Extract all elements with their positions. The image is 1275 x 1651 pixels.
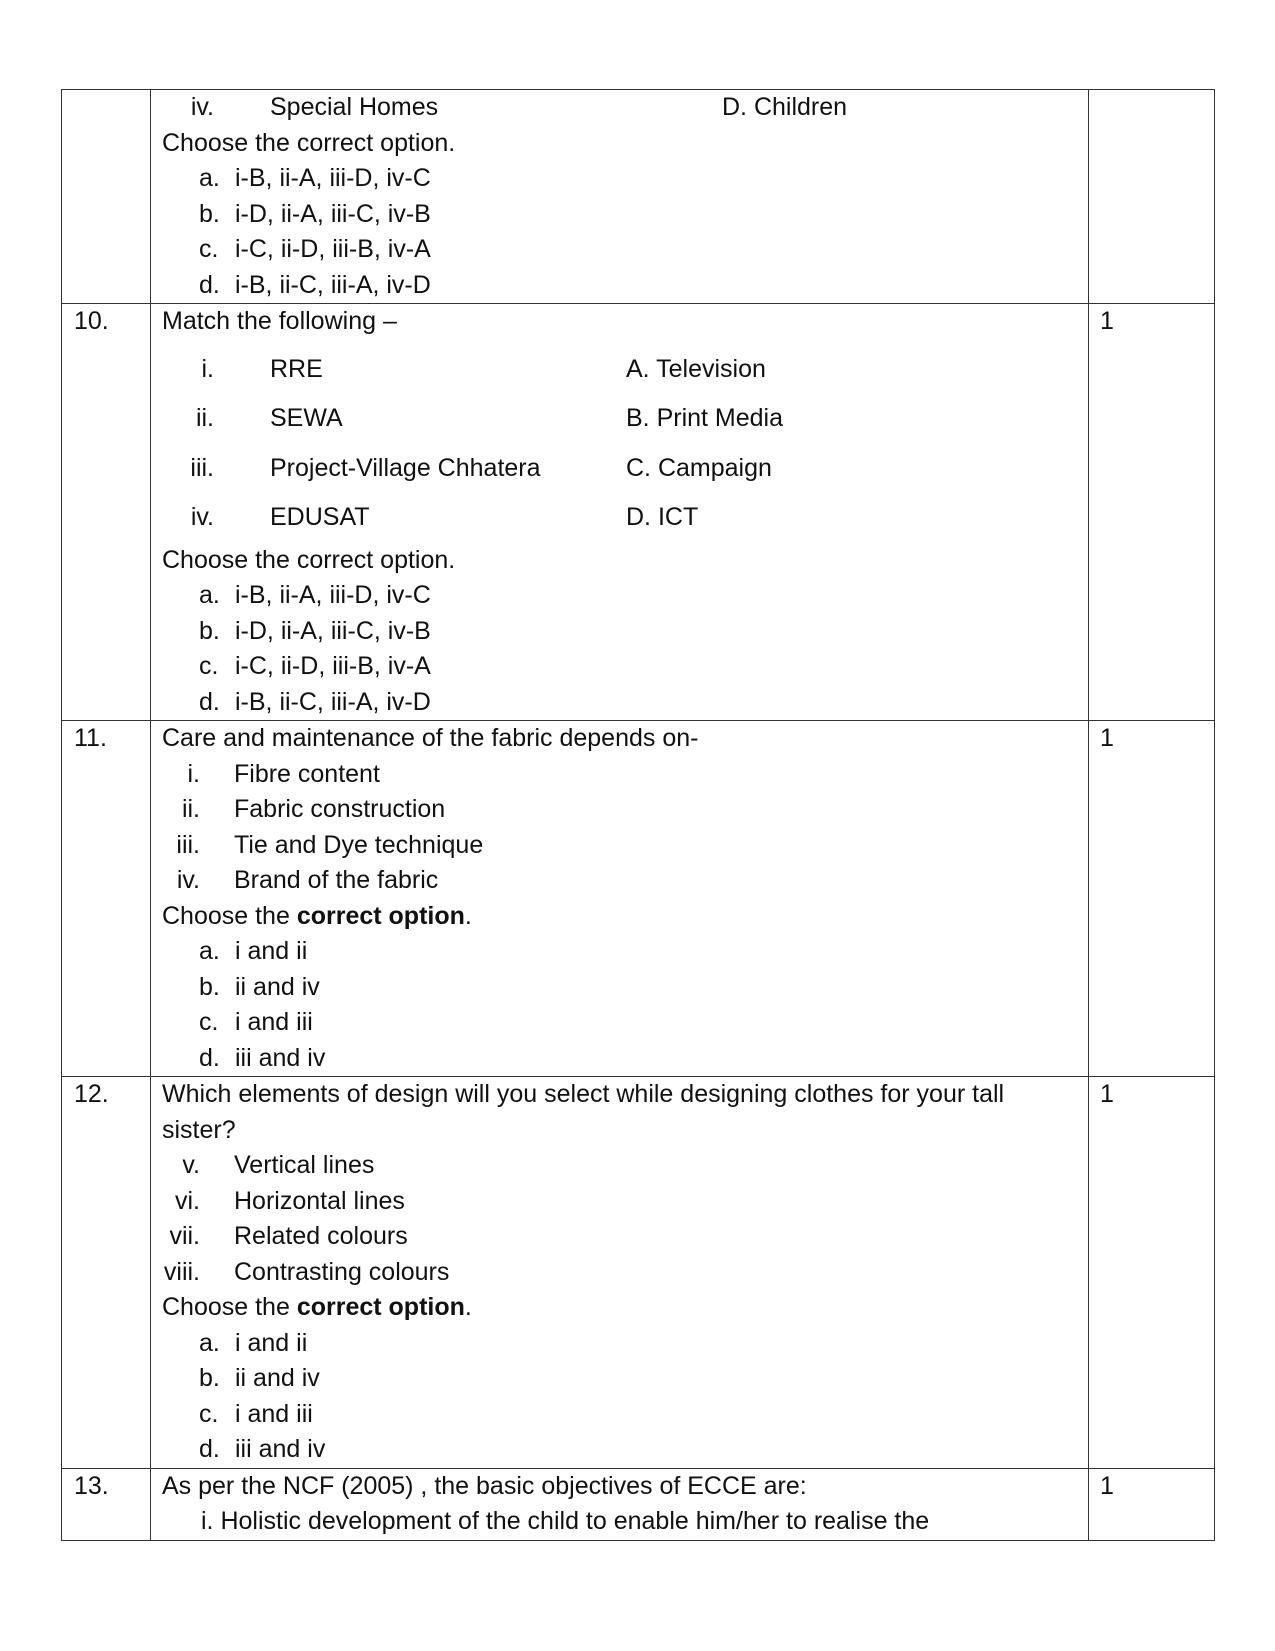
question-number-cell: 10. [62, 304, 151, 721]
question-text: Care and maintenance of the fabric depends on- [162, 724, 699, 752]
match-answer: D. Children [722, 93, 848, 121]
marks-cell: 1 [1089, 1468, 1215, 1540]
option-b: b. ii and iv [199, 972, 320, 1001]
question-body-cell [151, 721, 1089, 1077]
instruction: Choose the correct option. [162, 1293, 472, 1321]
match-item: RRE [270, 354, 323, 383]
question-number-cell [62, 90, 151, 304]
option-d: d. iii and iv [199, 1435, 326, 1463]
instruction: Choose the correct option. [162, 128, 456, 157]
question-body-cell [151, 304, 1089, 721]
roman-numeral: iii. [190, 453, 214, 482]
question-text: Match the following – [162, 307, 397, 335]
instruction: Choose the correct option. [162, 901, 472, 930]
list-item: iv. Brand of the fabric [176, 866, 439, 894]
list-item: ii. Fabric construction [181, 795, 446, 823]
match-item: EDUSAT [270, 503, 370, 531]
question-row-12 [62, 1077, 1215, 1469]
question-row-13 [62, 1468, 1215, 1540]
match-answer: B. Print Media [626, 404, 784, 432]
list-item: vi. Horizontal lines [175, 1186, 405, 1215]
option-b: b. i-D, ii-A, iii-C, iv-B [199, 199, 431, 228]
roman-numeral: iv. [190, 93, 214, 121]
marks-cell: 1 [1089, 1077, 1215, 1469]
marks-cell [1089, 90, 1215, 304]
marks-cell: 1 [1089, 304, 1215, 721]
match-row [162, 444, 1082, 494]
match-item: Project-Village Chhatera [270, 453, 541, 482]
match-item: SEWA [270, 404, 343, 432]
question-paper-page [61, 89, 1214, 1541]
option-a: a. i-B, ii-A, iii-D, iv-C [199, 164, 431, 192]
question-number-cell: 11. [62, 721, 151, 1077]
question-row-10 [62, 304, 1215, 721]
instruction: Choose the correct option. [162, 545, 456, 574]
option-b: b. ii and iv [199, 1364, 320, 1392]
question-number-cell: 13. [62, 1468, 151, 1540]
list-item: vii. Related colours [169, 1222, 408, 1250]
match-item: Special Homes [270, 93, 439, 121]
option-d: d. i-B, ii-C, iii-A, iv-D [199, 687, 431, 716]
roman-numeral: iv. [190, 503, 214, 531]
question-row-9-continued [62, 90, 1215, 304]
question-row-11 [62, 721, 1215, 1077]
option-a: a. i and ii [199, 937, 308, 965]
match-row [162, 90, 1082, 126]
list-item: viii. Contrasting colours [163, 1257, 450, 1286]
match-answer: A. Television [626, 354, 766, 383]
match-row [162, 493, 1082, 543]
option-a: a. i-B, ii-A, iii-D, iv-C [199, 581, 431, 609]
match-answer: C. Campaign [626, 453, 772, 482]
option-a: a. i and ii [199, 1328, 308, 1357]
match-list [162, 345, 1082, 543]
marks-cell: 1 [1089, 721, 1215, 1077]
option-c: c. i-C, ii-D, iii-B, iv-A [199, 235, 431, 263]
list-item: iii. Tie and Dye technique [176, 830, 484, 859]
list-item: v. Vertical lines [182, 1151, 375, 1179]
question-text: Which elements of design will you select while designing clothes for your tall sister? [162, 1080, 1005, 1144]
question-number-cell: 12. [62, 1077, 151, 1469]
match-row [162, 394, 1082, 444]
option-b: b. i-D, ii-A, iii-C, iv-B [199, 616, 431, 645]
roman-numeral: ii. [195, 404, 214, 432]
option-c: c. i-C, ii-D, iii-B, iv-A [199, 652, 431, 680]
question-body-cell [151, 1077, 1089, 1469]
match-row [162, 345, 1082, 395]
question-body-cell [151, 90, 1089, 304]
questions-table [61, 89, 1215, 1541]
objective-item: i. Holistic development of the child to enable him/her to realise the [201, 1507, 930, 1535]
option-d: d. iii and iv [199, 1043, 326, 1072]
option-d: d. i-B, ii-C, iii-A, iv-D [199, 270, 431, 299]
question-body-cell [151, 1468, 1089, 1540]
question-text: As per the NCF (2005) , the basic objectives of ECCE are: [162, 1471, 807, 1500]
list-item: i. Fibre content [187, 759, 380, 788]
match-answer: D. ICT [626, 503, 699, 531]
option-c: c. i and iii [199, 1008, 313, 1036]
option-c: c. i and iii [199, 1399, 313, 1428]
roman-numeral: i. [201, 354, 214, 383]
